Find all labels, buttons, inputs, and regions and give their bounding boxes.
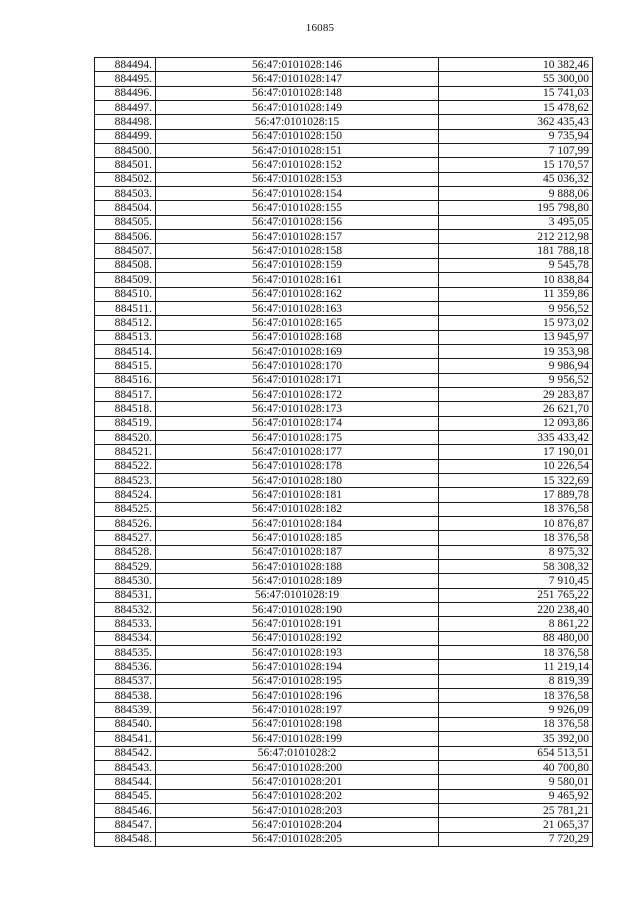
row-number-cell: 884543. xyxy=(95,760,156,774)
table-row xyxy=(95,818,593,832)
cadastral-value-cell: 9 888,06 xyxy=(439,187,593,201)
cadastral-number-cell: 56:47:0101028:196 xyxy=(156,689,439,703)
table-row xyxy=(95,129,593,143)
table-row xyxy=(95,287,593,301)
cadastral-value-cell: 10 876,87 xyxy=(439,517,593,531)
table-row xyxy=(95,560,593,574)
row-number-cell: 884531. xyxy=(95,588,156,602)
row-number-cell: 884508. xyxy=(95,258,156,272)
cadastral-number-cell: 56:47:0101028:153 xyxy=(156,172,439,186)
cadastral-value-cell: 18 376,58 xyxy=(439,689,593,703)
cadastral-number-cell: 56:47:0101028:205 xyxy=(156,832,439,846)
cadastral-number-cell: 56:47:0101028:148 xyxy=(156,86,439,100)
table-row xyxy=(95,660,593,674)
row-number-cell: 884529. xyxy=(95,560,156,574)
cadastral-number-cell: 56:47:0101028:162 xyxy=(156,287,439,301)
table-row xyxy=(95,330,593,344)
cadastral-value-cell: 9 545,78 xyxy=(439,258,593,272)
table-row xyxy=(95,115,593,129)
cadastral-value-cell: 40 700,80 xyxy=(439,760,593,774)
page-number: 16085 xyxy=(305,22,335,34)
cadastral-number-cell: 56:47:0101028:185 xyxy=(156,531,439,545)
cadastral-number-cell: 56:47:0101028:170 xyxy=(156,359,439,373)
cadastral-number-cell: 56:47:0101028:201 xyxy=(156,775,439,789)
row-number-cell: 884523. xyxy=(95,473,156,487)
table-row xyxy=(95,617,593,631)
cadastral-number-cell: 56:47:0101028:174 xyxy=(156,416,439,430)
row-number-cell: 884511. xyxy=(95,301,156,315)
table-row xyxy=(95,459,593,473)
cadastral-value-cell: 29 283,87 xyxy=(439,387,593,401)
cadastral-value-cell: 35 392,00 xyxy=(439,732,593,746)
cadastral-number-cell: 56:47:0101028:19 xyxy=(156,588,439,602)
cadastral-number-cell: 56:47:0101028:146 xyxy=(156,58,439,72)
row-number-cell: 884512. xyxy=(95,316,156,330)
table-row xyxy=(95,531,593,545)
cadastral-number-cell: 56:47:0101028:200 xyxy=(156,760,439,774)
table-row xyxy=(95,488,593,502)
row-number-cell: 884519. xyxy=(95,416,156,430)
cadastral-value-cell: 18 376,58 xyxy=(439,531,593,545)
row-number-cell: 884503. xyxy=(95,187,156,201)
cadastral-value-cell: 9 956,52 xyxy=(439,373,593,387)
cadastral-value-cell: 10 838,84 xyxy=(439,273,593,287)
row-number-cell: 884546. xyxy=(95,803,156,817)
row-number-cell: 884541. xyxy=(95,732,156,746)
cadastral-value-cell: 25 781,21 xyxy=(439,803,593,817)
table-row xyxy=(95,402,593,416)
table-row xyxy=(95,301,593,315)
cadastral-number-cell: 56:47:0101028:198 xyxy=(156,717,439,731)
row-number-cell: 884540. xyxy=(95,717,156,731)
row-number-cell: 884507. xyxy=(95,244,156,258)
cadastral-number-cell: 56:47:0101028:204 xyxy=(156,818,439,832)
cadastral-number-cell: 56:47:0101028:180 xyxy=(156,473,439,487)
table-row xyxy=(95,588,593,602)
cadastral-number-cell: 56:47:0101028:194 xyxy=(156,660,439,674)
cadastral-value-cell: 335 433,42 xyxy=(439,430,593,444)
row-number-cell: 884535. xyxy=(95,646,156,660)
cadastral-value-cell: 9 926,09 xyxy=(439,703,593,717)
cadastral-number-cell: 56:47:0101028:15 xyxy=(156,115,439,129)
cadastral-value-cell: 12 093,86 xyxy=(439,416,593,430)
cadastral-value-cell: 9 580,01 xyxy=(439,775,593,789)
cadastral-number-cell: 56:47:0101028:155 xyxy=(156,201,439,215)
cadastral-number-cell: 56:47:0101028:191 xyxy=(156,617,439,631)
row-number-cell: 884526. xyxy=(95,517,156,531)
cadastral-number-cell: 56:47:0101028:202 xyxy=(156,789,439,803)
row-number-cell: 884542. xyxy=(95,746,156,760)
row-number-cell: 884537. xyxy=(95,674,156,688)
cadastral-value-cell: 9 956,52 xyxy=(439,301,593,315)
table-row xyxy=(95,215,593,229)
row-number-cell: 884516. xyxy=(95,373,156,387)
cadastral-number-cell: 56:47:0101028:189 xyxy=(156,574,439,588)
cadastral-value-cell: 220 238,40 xyxy=(439,603,593,617)
cadastral-number-cell: 56:47:0101028:178 xyxy=(156,459,439,473)
cadastral-number-cell: 56:47:0101028:159 xyxy=(156,258,439,272)
row-number-cell: 884536. xyxy=(95,660,156,674)
row-number-cell: 884498. xyxy=(95,115,156,129)
cadastral-value-cell: 58 308,32 xyxy=(439,560,593,574)
table-row xyxy=(95,316,593,330)
cadastral-number-cell: 56:47:0101028:197 xyxy=(156,703,439,717)
cadastral-number-cell: 56:47:0101028:173 xyxy=(156,402,439,416)
row-number-cell: 884515. xyxy=(95,359,156,373)
cadastral-number-cell: 56:47:0101028:161 xyxy=(156,273,439,287)
row-number-cell: 884510. xyxy=(95,287,156,301)
table-row xyxy=(95,244,593,258)
cadastral-number-cell: 56:47:0101028:184 xyxy=(156,517,439,531)
table-row xyxy=(95,158,593,172)
table-row xyxy=(95,416,593,430)
cadastral-number-cell: 56:47:0101028:165 xyxy=(156,316,439,330)
cadastral-number-cell: 56:47:0101028:158 xyxy=(156,244,439,258)
cadastral-number-cell: 56:47:0101028:172 xyxy=(156,387,439,401)
cadastral-number-cell: 56:47:0101028:181 xyxy=(156,488,439,502)
row-number-cell: 884538. xyxy=(95,689,156,703)
cadastral-value-cell: 15 322,69 xyxy=(439,473,593,487)
row-number-cell: 884525. xyxy=(95,502,156,516)
table-row xyxy=(95,359,593,373)
row-number-cell: 884496. xyxy=(95,86,156,100)
row-number-cell: 884509. xyxy=(95,273,156,287)
cadastral-value-cell: 10 226,54 xyxy=(439,459,593,473)
cadastral-number-cell: 56:47:0101028:156 xyxy=(156,215,439,229)
cadastral-value-cell: 55 300,00 xyxy=(439,72,593,86)
table-row xyxy=(95,689,593,703)
row-number-cell: 884528. xyxy=(95,545,156,559)
cadastral-value-cell: 7 910,45 xyxy=(439,574,593,588)
cadastral-value-cell: 18 376,58 xyxy=(439,717,593,731)
cadastral-number-cell: 56:47:0101028:163 xyxy=(156,301,439,315)
row-number-cell: 884530. xyxy=(95,574,156,588)
row-number-cell: 884527. xyxy=(95,531,156,545)
row-number-cell: 884502. xyxy=(95,172,156,186)
cadastral-number-cell: 56:47:0101028:187 xyxy=(156,545,439,559)
table-row xyxy=(95,445,593,459)
cadastral-number-cell: 56:47:0101028:168 xyxy=(156,330,439,344)
table-row xyxy=(95,387,593,401)
row-number-cell: 884520. xyxy=(95,430,156,444)
cadastral-number-cell: 56:47:0101028:182 xyxy=(156,502,439,516)
row-number-cell: 884514. xyxy=(95,344,156,358)
row-number-cell: 884545. xyxy=(95,789,156,803)
table-row xyxy=(95,373,593,387)
table-row xyxy=(95,789,593,803)
row-number-cell: 884524. xyxy=(95,488,156,502)
cadastral-value-cell: 13 945,97 xyxy=(439,330,593,344)
table-row xyxy=(95,344,593,358)
cadastral-value-cell: 17 190,01 xyxy=(439,445,593,459)
cadastral-number-cell: 56:47:0101028:175 xyxy=(156,430,439,444)
table-row xyxy=(95,273,593,287)
table-row xyxy=(95,144,593,158)
cadastral-value-cell: 15 170,57 xyxy=(439,158,593,172)
cadastral-value-cell: 15 973,02 xyxy=(439,316,593,330)
table-row xyxy=(95,803,593,817)
cadastral-number-cell: 56:47:0101028:150 xyxy=(156,129,439,143)
cadastral-value-cell: 181 788,18 xyxy=(439,244,593,258)
cadastral-value-cell: 7 720,29 xyxy=(439,832,593,846)
table-row xyxy=(95,631,593,645)
cadastral-value-cell: 18 376,58 xyxy=(439,646,593,660)
table-row xyxy=(95,517,593,531)
cadastral-value-cell: 11 219,14 xyxy=(439,660,593,674)
cadastral-value-cell: 26 621,70 xyxy=(439,402,593,416)
cadastral-value-cell: 9 465,92 xyxy=(439,789,593,803)
table-row xyxy=(95,473,593,487)
cadastral-value-cell: 8 819,39 xyxy=(439,674,593,688)
cadastral-number-cell: 56:47:0101028:195 xyxy=(156,674,439,688)
cadastral-value-cell: 654 513,51 xyxy=(439,746,593,760)
table-row xyxy=(95,775,593,789)
cadastral-value-cell: 88 480,00 xyxy=(439,631,593,645)
cadastral-value-cell: 45 036,32 xyxy=(439,172,593,186)
cadastral-number-cell: 56:47:0101028:171 xyxy=(156,373,439,387)
row-number-cell: 884518. xyxy=(95,402,156,416)
row-number-cell: 884532. xyxy=(95,603,156,617)
cadastral-value-cell: 3 495,05 xyxy=(439,215,593,229)
table-row xyxy=(95,230,593,244)
table-row xyxy=(95,187,593,201)
row-number-cell: 884504. xyxy=(95,201,156,215)
row-number-cell: 884495. xyxy=(95,72,156,86)
cadastral-value-cell: 19 353,98 xyxy=(439,344,593,358)
row-number-cell: 884521. xyxy=(95,445,156,459)
cadastral-value-cell: 251 765,22 xyxy=(439,588,593,602)
row-number-cell: 884548. xyxy=(95,832,156,846)
cadastral-value-cell: 15 478,62 xyxy=(439,101,593,115)
table-row xyxy=(95,746,593,760)
table-row xyxy=(95,58,593,72)
cadastral-number-cell: 56:47:0101028:147 xyxy=(156,72,439,86)
table-row xyxy=(95,760,593,774)
table-row xyxy=(95,674,593,688)
table-row xyxy=(95,258,593,272)
cadastral-number-cell: 56:47:0101028:154 xyxy=(156,187,439,201)
cadastral-value-cell: 195 798,80 xyxy=(439,201,593,215)
cadastral-number-cell: 56:47:0101028:190 xyxy=(156,603,439,617)
row-number-cell: 884506. xyxy=(95,230,156,244)
row-number-cell: 884497. xyxy=(95,101,156,115)
cadastral-number-cell: 56:47:0101028:169 xyxy=(156,344,439,358)
cadastral-number-cell: 56:47:0101028:152 xyxy=(156,158,439,172)
cadastral-value-table xyxy=(94,57,593,847)
cadastral-value-cell: 8 975,32 xyxy=(439,545,593,559)
table-row xyxy=(95,646,593,660)
row-number-cell: 884499. xyxy=(95,129,156,143)
table-row xyxy=(95,502,593,516)
cadastral-value-cell: 11 359,86 xyxy=(439,287,593,301)
cadastral-number-cell: 56:47:0101028:193 xyxy=(156,646,439,660)
table-row xyxy=(95,430,593,444)
cadastral-number-cell: 56:47:0101028:199 xyxy=(156,732,439,746)
cadastral-value-cell: 10 382,46 xyxy=(439,58,593,72)
row-number-cell: 884513. xyxy=(95,330,156,344)
cadastral-value-cell: 362 435,43 xyxy=(439,115,593,129)
cadastral-number-cell: 56:47:0101028:188 xyxy=(156,560,439,574)
row-number-cell: 884505. xyxy=(95,215,156,229)
table-row xyxy=(95,717,593,731)
table-row xyxy=(95,574,593,588)
row-number-cell: 884522. xyxy=(95,459,156,473)
cadastral-number-cell: 56:47:0101028:151 xyxy=(156,144,439,158)
table-row xyxy=(95,832,593,846)
cadastral-number-cell: 56:47:0101028:2 xyxy=(156,746,439,760)
table-row xyxy=(95,732,593,746)
cadastral-value-cell: 17 889,78 xyxy=(439,488,593,502)
table-row xyxy=(95,101,593,115)
row-number-cell: 884547. xyxy=(95,818,156,832)
cadastral-value-cell: 9 986,94 xyxy=(439,359,593,373)
row-number-cell: 884501. xyxy=(95,158,156,172)
cadastral-number-cell: 56:47:0101028:157 xyxy=(156,230,439,244)
table-row xyxy=(95,201,593,215)
cadastral-value-cell: 9 735,94 xyxy=(439,129,593,143)
cadastral-value-cell: 7 107,99 xyxy=(439,144,593,158)
cadastral-number-cell: 56:47:0101028:192 xyxy=(156,631,439,645)
row-number-cell: 884544. xyxy=(95,775,156,789)
row-number-cell: 884539. xyxy=(95,703,156,717)
row-number-cell: 884500. xyxy=(95,144,156,158)
cadastral-value-cell: 18 376,58 xyxy=(439,502,593,516)
cadastral-value-cell: 8 861,22 xyxy=(439,617,593,631)
cadastral-number-cell: 56:47:0101028:177 xyxy=(156,445,439,459)
row-number-cell: 884533. xyxy=(95,617,156,631)
table-body xyxy=(95,58,593,847)
cadastral-value-cell: 212 212,98 xyxy=(439,230,593,244)
cadastral-number-cell: 56:47:0101028:203 xyxy=(156,803,439,817)
table-row xyxy=(95,545,593,559)
row-number-cell: 884517. xyxy=(95,387,156,401)
table-row xyxy=(95,172,593,186)
row-number-cell: 884534. xyxy=(95,631,156,645)
cadastral-value-cell: 15 741,03 xyxy=(439,86,593,100)
table-row xyxy=(95,86,593,100)
row-number-cell: 884494. xyxy=(95,58,156,72)
cadastral-number-cell: 56:47:0101028:149 xyxy=(156,101,439,115)
table-row xyxy=(95,703,593,717)
cadastral-value-cell: 21 065,37 xyxy=(439,818,593,832)
table-row xyxy=(95,603,593,617)
table-row xyxy=(95,72,593,86)
